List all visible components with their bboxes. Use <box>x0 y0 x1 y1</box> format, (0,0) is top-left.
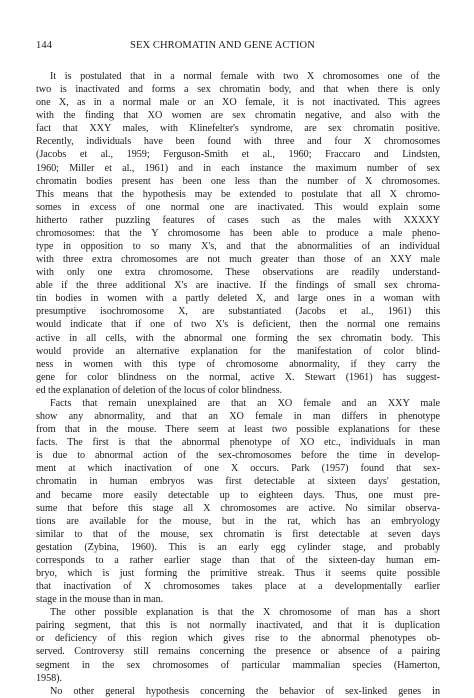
text-line: with three extra chromosomes are not much greater than those of an XXY male <box>36 254 440 266</box>
text-line: would indicate that if one of two X's is deficient, then the normal one remains <box>36 319 440 331</box>
text-line: somes in excess of one normal one are inactivated. This would explain some <box>36 201 440 213</box>
text-line: chromosomes: that the Y chromosome has been able to produce a male pheno- <box>36 227 440 239</box>
running-head: SEX CHROMATIN AND GENE ACTION <box>130 40 315 51</box>
page-header <box>36 40 440 55</box>
text-line: This means that the hypothesis may be extended to postulate that all X chromo- <box>36 188 440 200</box>
text-line: from that in the mouse. There seem at least two possible explanations for these <box>36 424 440 436</box>
text-line: or deficiency of this region which gives rise to the abnormal phenotypes ob- <box>36 633 440 645</box>
text-line: tin bodies in women with a partly deleted X, and large ones in a woman with <box>36 293 440 305</box>
text-line: sume that before this stage all X chromosomes are active. No similar observa- <box>36 502 440 514</box>
text-line: and became more easily detectable up to eighteen days. Thus, one must pre- <box>36 489 440 501</box>
book-page <box>36 40 440 698</box>
paragraph-first-line: It is postulated that in a normal female with two X chromosomes one of the <box>50 71 440 82</box>
text-line: is due to abnormal action of the sex-chromosomes before the time in develop- <box>36 450 440 462</box>
text-line: that inactivation of X chromosomes takes place at a developmentally earlier <box>36 581 440 593</box>
text-line: tions are available for the mouse, but in the rat, which has an embryology <box>36 515 440 527</box>
text-line: fact that XXY males, with Klinefelter's syndrome, are sex chromatin positive. <box>36 123 440 135</box>
text-line: 1960; Miller et al., 1961) and in each instance the maximum number of sex <box>36 162 440 174</box>
text-line: gestation (Zybina, 1960). This is an early egg cylinder stage, and probably <box>36 541 440 553</box>
text-line: ness in women with this type of chromosome abnormality, if they carry the <box>36 358 440 370</box>
text-line: presumptive isochromosome X, are substantiated (Jacobs et al., 1961) this <box>36 306 440 318</box>
text-line: chromatin bodies present has been one less than the number of X chromosomes. <box>36 175 440 187</box>
text-line: 1958). <box>36 672 63 684</box>
page-number: 144 <box>36 40 53 51</box>
text-line: chromatin in human embryos was first detectable at sixteen days' gestation, <box>36 476 440 488</box>
text-line: facts. The first is that the abnormal phenotype of XO etc., individuals in man <box>36 437 440 449</box>
text-line: stage in the mouse than in man. <box>36 594 164 606</box>
text-line: corresponds to a rather earlier stage than that of the sixteen-day human em- <box>36 554 440 566</box>
text-line: Recently, individuals have been found with three and four X chromosomes <box>36 136 440 148</box>
text-line: hitherto rather puzzling features of cases such as the males with XXXXY <box>36 214 440 226</box>
text-line: type in opposition to so many X's, and that the abnormalities of an individual <box>36 241 440 253</box>
text-line: active in all cells, with the abnormal one forming the sex chromatin body. This <box>36 332 440 344</box>
text-line: one X, as in a normal male or an XO female, it is not inactivated. This agrees <box>36 97 440 109</box>
text-line: with the finding that XO women are sex chromatin negative, and also with the <box>36 110 440 122</box>
text-line: would provide an alternative explanation for the manifestation of color blind- <box>36 345 440 357</box>
text-line: show any abnormality, and that an XO female in man differs in phenotype <box>36 411 440 423</box>
text-line: pairing segment, that this is not normally inactivated, and that it is duplication <box>36 620 440 632</box>
body-text <box>36 70 440 698</box>
text-line: bryo, which is just forming the primitive streak. Thus it seems quite possible <box>36 567 440 579</box>
text-line: served. Controversy still remains concerning the presence or absence of a pairing <box>36 646 440 658</box>
text-line: two is inactivated and forms a sex chromatin body, and that when there is only <box>36 84 440 96</box>
paragraph-first-line: No other general hypothesis concerning the behavior of sex-linked genes in <box>50 685 440 697</box>
paragraph-first-line: The other possible explanation is that the X chromosome of man has a short <box>50 607 440 619</box>
text-line: with only one extra chromosome. These observations are readily understand- <box>36 267 440 279</box>
text-line: ed the explanation of deletion of the locus of color blindness. <box>36 384 283 396</box>
text-line: able if the three additional X's are inactive. If the findings of small sex chroma- <box>36 280 440 292</box>
text-line: ment at which inactivation of one X occurs. Park (1957) found that sex- <box>36 463 440 475</box>
paragraph-first-line: Facts that remain unexplained are that an XO female and an XXY male <box>50 397 440 409</box>
text-line: (Jacobs et al., 1959; Ferguson-Smith et al., 1960; Fraccaro and Lindsten, <box>36 149 440 161</box>
text-line: similar to that of the mouse, sex chromatin is first detectable at seven days <box>36 528 440 540</box>
text-line: gene for color blindness on the normal, active X. Stewart (1961) has suggest- <box>36 371 440 383</box>
text-line: segment in the sex chromosomes of particular mammalian species (Hamerton, <box>36 659 440 671</box>
